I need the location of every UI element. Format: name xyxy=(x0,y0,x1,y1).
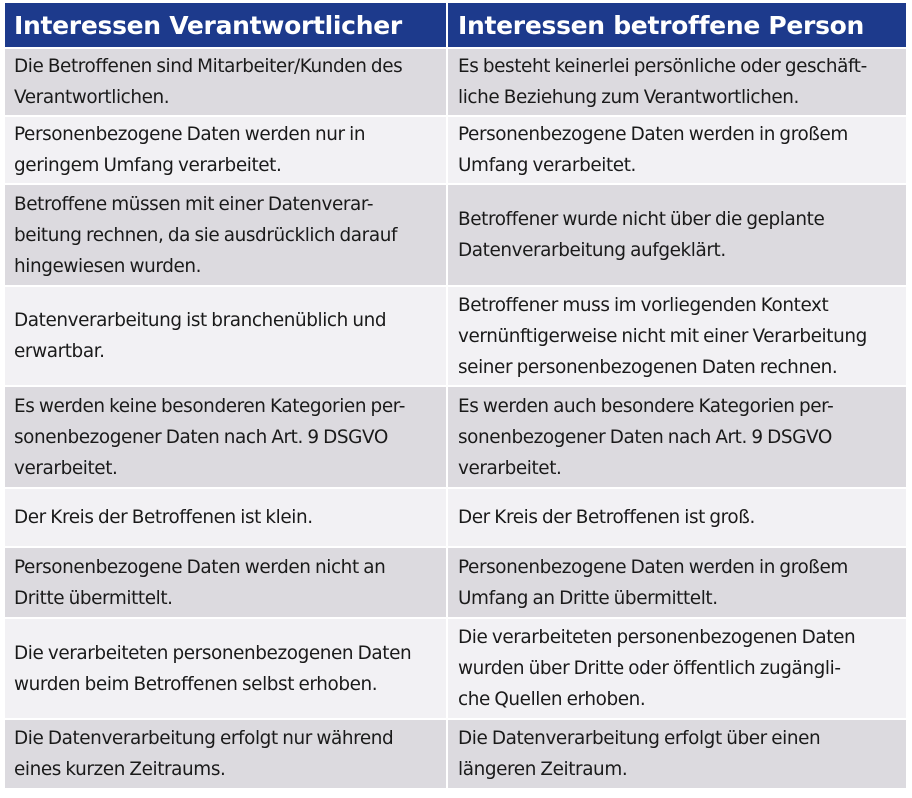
table-cell-left: Die verarbeiteten personenbezogenen Daten wurden beim Betroffenen selbst erhoben. xyxy=(5,619,446,718)
table-cell-right: Betroffener wurde nicht über die geplante Datenverarbeitung aufgeklärt. xyxy=(446,185,906,285)
table-cell-right: Der Kreis der Betroffenen ist groß. xyxy=(446,489,906,546)
table-cell-right: Die verarbeiteten personenbezogenen Daten wurden über Dritte oder öffentlich zugängli- che Quellen erhoben. xyxy=(446,619,906,718)
table-cell-left: Betroffene müssen mit einer Datenverar- beitung rechnen, da sie ausdrücklich darauf hingewiesen wurden. xyxy=(5,185,446,285)
table-cell-right: Es werden auch besondere Kategorien per- sonenbezogener Daten nach Art. 9 DSGVO verarbeitet. xyxy=(446,387,906,487)
table-cell-left: Personenbezogene Daten werden nur in geringem Umfang verarbeitet. xyxy=(5,117,446,183)
table-cell-right: Personenbezogene Daten werden in großem Umfang verarbeitet. xyxy=(446,117,906,183)
comparison-table xyxy=(5,3,906,788)
table-cell-right: Betroffener muss im vorliegenden Kontext vernünftigerweise nicht mit einer Verarbeitung seiner personenbezogenen Daten rechnen. xyxy=(446,287,906,385)
column-header-betroffene-person: Interessen betroffene Person xyxy=(446,3,906,47)
column-header-verantwortlicher: Interessen Verantwortlicher xyxy=(5,3,446,47)
table-cell-right: Personenbezogene Daten werden in großem Umfang an Dritte übermittelt. xyxy=(446,548,906,617)
table-cell-left: Personenbezogene Daten werden nicht an Dritte übermittelt. xyxy=(5,548,446,617)
table-cell-left: Es werden keine besonderen Kategorien per- sonenbezogener Daten nach Art. 9 DSGVO verarbeitet. xyxy=(5,387,446,487)
table-cell-left: Der Kreis der Betroffenen ist klein. xyxy=(5,489,446,546)
table-cell-left: Die Betroffenen sind Mitarbeiter/Kunden des Verantwortlichen. xyxy=(5,49,446,115)
table-cell-left: Datenverarbeitung ist branchenüblich und erwartbar. xyxy=(5,287,446,385)
table-cell-left: Die Datenverarbeitung erfolgt nur während eines kurzen Zeitraums. xyxy=(5,720,446,788)
table-cell-right: Die Datenverarbeitung erfolgt über einen längeren Zeitraum. xyxy=(446,720,906,788)
table-cell-right: Es besteht keinerlei persönliche oder geschäft- liche Beziehung zum Verantwortlichen. xyxy=(446,49,906,115)
